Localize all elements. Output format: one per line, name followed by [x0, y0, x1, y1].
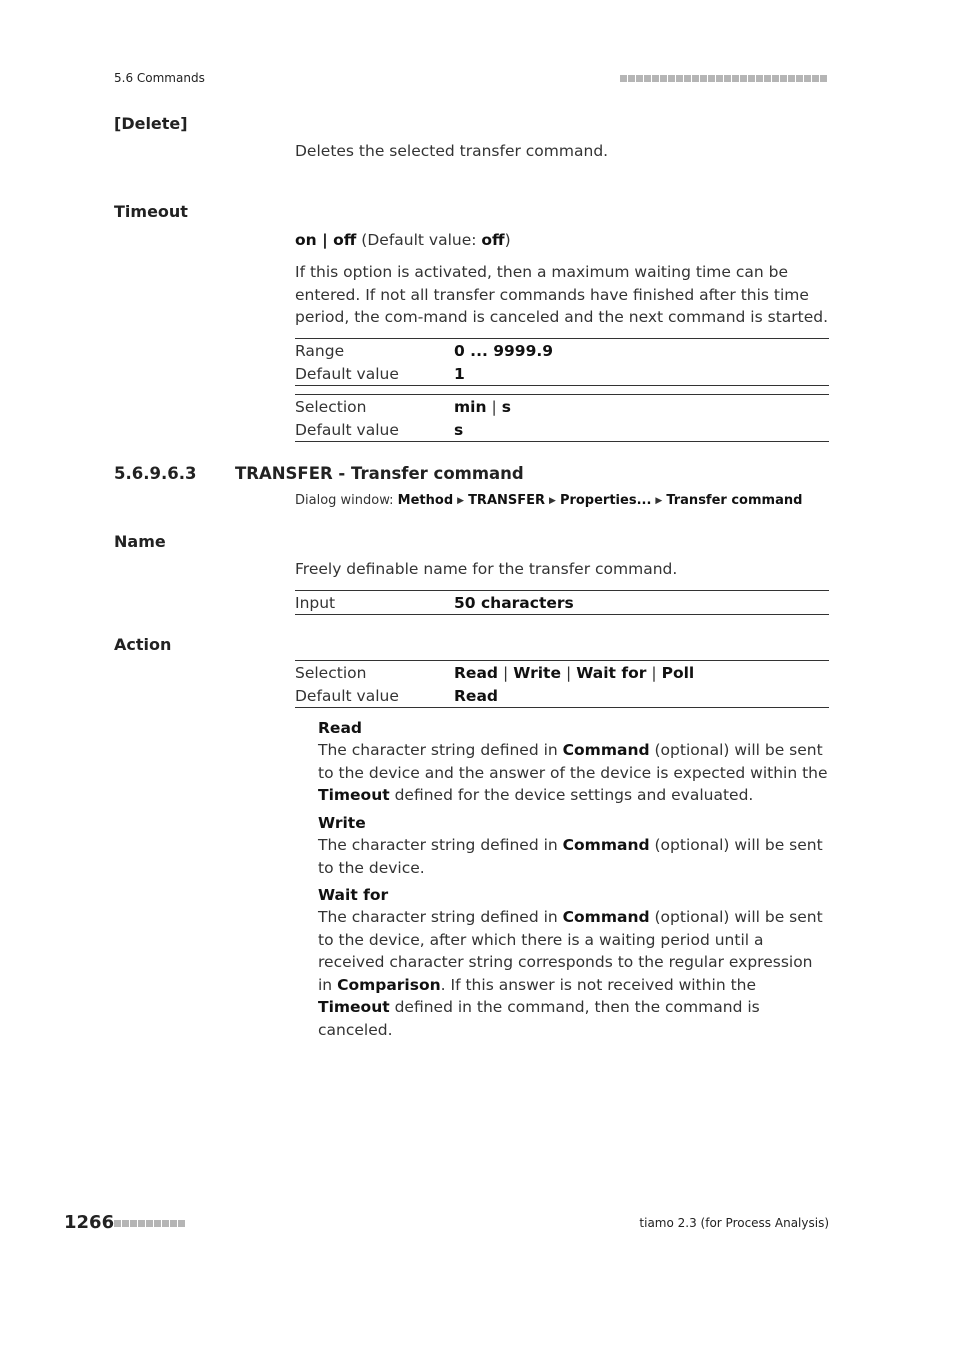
selection-s: s — [501, 397, 511, 416]
action-term: Action — [114, 635, 172, 654]
option-on: on — [295, 231, 317, 249]
bold-term: Timeout — [318, 786, 390, 804]
bold-term: Command — [562, 836, 650, 854]
default-prefix: (Default value: — [356, 231, 482, 249]
text-span: (optional) will be sent to the device. — [318, 836, 823, 877]
selection-separator: | — [491, 397, 497, 416]
action-table — [295, 660, 829, 708]
running-header-section: 5.6 Commands — [114, 71, 205, 85]
default-value: s — [454, 420, 464, 439]
dialog-prefix: Dialog window: — [295, 493, 398, 508]
default-value: 1 — [454, 364, 465, 383]
triangle-right-icon: ▶ — [655, 496, 663, 506]
table-row — [295, 395, 829, 418]
text-span: The character string defined in — [318, 908, 563, 926]
option-off: off — [333, 231, 357, 249]
page-number: 1266 — [64, 1212, 115, 1233]
read-title: Read — [318, 719, 363, 737]
default-suffix: ) — [504, 231, 511, 249]
selection-label: Selection — [295, 663, 367, 682]
name-term: Name — [114, 532, 166, 551]
text-span: . If this answer is not received within the — [440, 975, 757, 994]
table-row — [295, 591, 829, 614]
path-item: Method — [397, 493, 454, 508]
text-span: (optional) will be sent to the device, after which there is a waiting period until a received character string corresponds to the regular expression in — [318, 908, 823, 994]
selection-values — [454, 398, 511, 416]
table-row — [295, 362, 829, 385]
triangle-right-icon: ▶ — [457, 496, 465, 506]
dialog-path — [295, 493, 802, 508]
read-description — [318, 739, 830, 807]
section-number: 5.6.9.6.3 — [114, 464, 197, 483]
option-separator: | — [565, 663, 572, 682]
name-description: Freely definable name for the transfer command. — [295, 560, 678, 578]
footer-product: tiamo 2.3 (for Process Analysis) — [639, 1216, 829, 1230]
footer-decoration — [114, 1220, 185, 1227]
text-span: The character string defined in — [318, 741, 563, 759]
bold-term: Command — [562, 908, 650, 926]
bold-term: Timeout — [318, 998, 390, 1016]
selection-label: Selection — [295, 397, 367, 416]
option-separator: | — [503, 663, 509, 682]
default-value: off — [481, 231, 505, 249]
bold-term: Comparison — [337, 975, 441, 994]
table-row — [295, 684, 829, 707]
option-write: Write — [513, 663, 561, 682]
timeout-term: Timeout — [114, 202, 188, 221]
triangle-right-icon: ▶ — [549, 496, 556, 506]
option-separator: | — [651, 663, 657, 682]
default-label: Default value — [295, 686, 399, 705]
timeout-range-table — [295, 338, 829, 386]
option-waitfor: Wait for — [576, 663, 647, 682]
option-separator: | — [316, 231, 334, 249]
range-label: Range — [295, 341, 345, 360]
write-title: Write — [318, 814, 366, 832]
text-span: defined for the device settings and evaluated. — [389, 786, 754, 804]
text-span: (optional) will be sent to the device and the answer of the device is expected within the — [318, 741, 828, 782]
default-value: Read — [454, 686, 499, 705]
timeout-unit-table — [295, 394, 829, 442]
text-span: The character string defined in — [318, 836, 563, 854]
text-span: defined in the command, then the command is canceled. — [318, 998, 760, 1039]
delete-term: [Delete] — [114, 114, 188, 133]
timeout-description: If this option is activated, then a maximum waiting time can be entered. If not all transfer commands have finished after this time period, the com-mand is canceled and the next command is started. — [295, 263, 829, 326]
name-input-table — [295, 590, 829, 615]
timeout-options — [295, 229, 829, 252]
default-label: Default value — [295, 420, 399, 439]
selection-values — [454, 664, 694, 682]
input-label: Input — [295, 593, 336, 612]
default-label: Default value — [295, 364, 399, 383]
option-read: Read — [454, 663, 499, 682]
range-value: 0 ... 9999.9 — [454, 341, 554, 360]
option-poll: Poll — [661, 663, 695, 682]
path-item: TRANSFER — [468, 493, 546, 508]
selection-min: min — [454, 397, 487, 416]
path-item: Properties... — [559, 493, 652, 508]
waitfor-title: Wait for — [318, 886, 389, 904]
header-decoration — [620, 75, 827, 82]
table-row — [295, 339, 829, 362]
write-description — [318, 834, 830, 879]
table-row — [295, 418, 829, 441]
input-value: 50 characters — [454, 593, 574, 612]
section-title: TRANSFER - Transfer command — [235, 464, 524, 483]
path-item: Transfer command — [666, 493, 803, 508]
delete-description: Deletes the selected transfer command. — [295, 142, 609, 160]
bold-term: Command — [562, 741, 650, 759]
table-row — [295, 661, 829, 684]
waitfor-description — [318, 906, 830, 1041]
